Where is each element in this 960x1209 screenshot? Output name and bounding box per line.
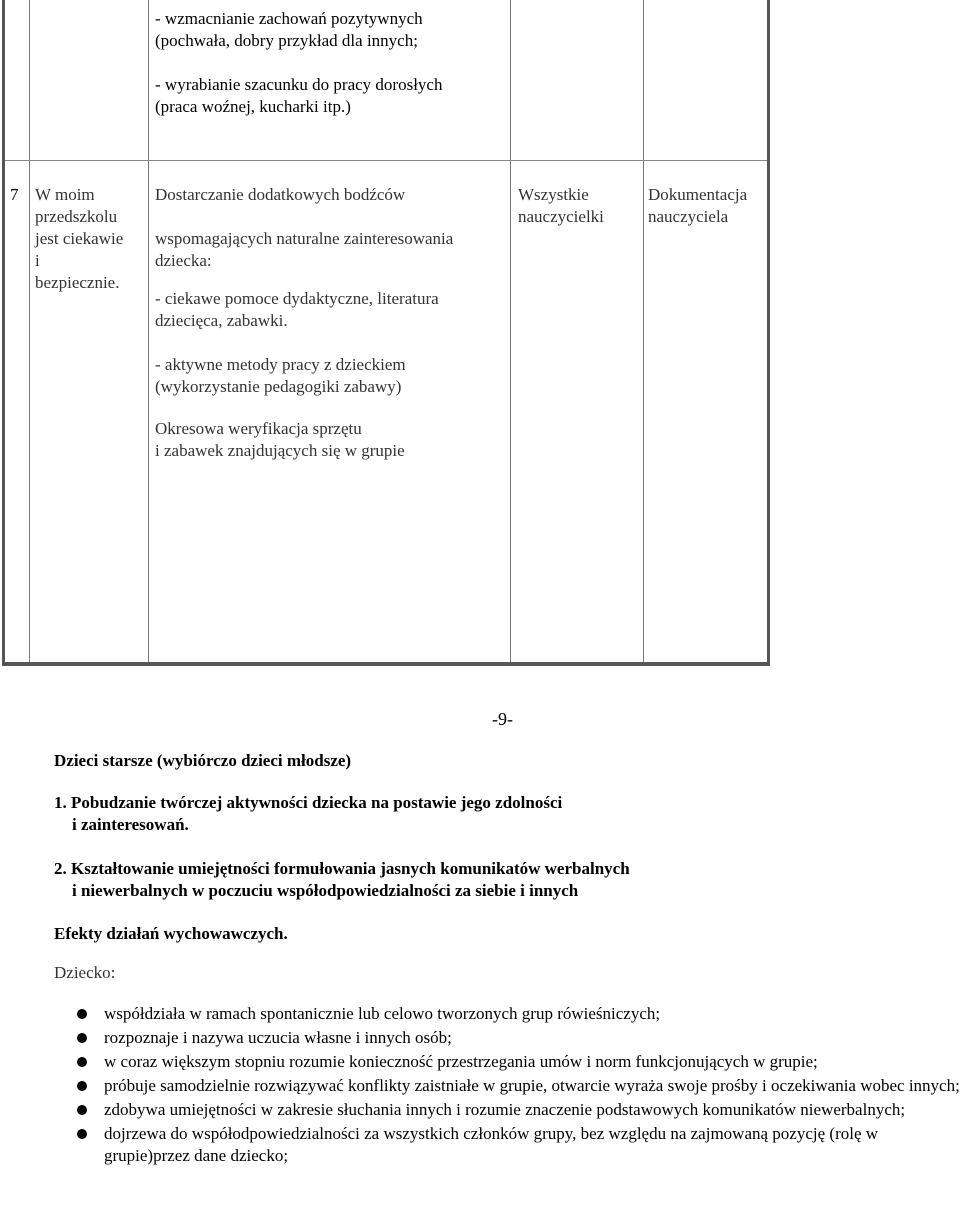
continuation-line: - wyrabianie szacunku do pracy dorosłych [155, 75, 443, 94]
goal-line: bezpiecznie. [35, 273, 120, 292]
continuation-line: (pochwała, dobry przykład dla innych; [155, 31, 418, 50]
continuation-cell [155, 8, 505, 118]
goal-line: 2. Kształtowanie umiejętności formułowania jasnych komunikatów werbalnych [54, 859, 630, 878]
goal-item [54, 792, 562, 836]
task-line: dziecięca, zabawki. [155, 311, 288, 330]
task-line: wspomagających naturalne zainteresowania [155, 229, 454, 248]
task-line: Okresowa weryfikacja sprzętu [155, 419, 362, 438]
goal-line: W moim [35, 185, 95, 204]
continuation-line: (praca woźnej, kucharki itp.) [155, 97, 351, 116]
evaluation-cell [648, 184, 768, 228]
effects-heading: Efekty działań wychowawczych. [54, 924, 288, 943]
goal-line: i [35, 251, 40, 270]
effects-list [54, 1003, 960, 1169]
list-item [54, 1051, 960, 1073]
column-divider [148, 0, 149, 662]
evaluation-line: nauczyciela [648, 207, 729, 226]
bullet-icon [77, 1057, 87, 1067]
list-item [54, 1123, 960, 1167]
task-line: dziecka: [155, 251, 212, 270]
task-line: - ciekawe pomoce dydaktyczne, literatura [155, 289, 439, 308]
task-line: - aktywne metody pracy z dzieckiem [155, 355, 406, 374]
page-number: -9- [492, 709, 513, 729]
effect-text: w coraz większym stopniu rozumie konieczność przestrzegania umów i norm funkcjonujących w grupie; [104, 1052, 818, 1071]
group-heading: Dzieci starsze (wybiórczo dzieci młodsze) [54, 751, 352, 770]
effect-text: współdziała w ramach spontanicznie lub celowo tworzonych grup rówieśniczych; [104, 1004, 661, 1023]
child-label: Dziecko: [54, 963, 116, 982]
goal-line: jest ciekawie [35, 229, 124, 248]
task-line: Dostarczanie dodatkowych bodźców [155, 185, 406, 204]
list-item [54, 1003, 960, 1025]
goal-item [54, 858, 630, 902]
task-line: i zabawek znajdujących się w grupie [155, 441, 405, 460]
row-divider [5, 160, 767, 161]
goal-line: 1. Pobudzanie twórczej aktywności dziecka na postawie jego zdolności [54, 793, 563, 812]
bullet-icon [77, 1081, 87, 1091]
effect-text: zdobywa umiejętności w zakresie słuchania innych i rozumie znaczenie podstawowych komunikatów niewerbalnych; [104, 1100, 906, 1119]
task-cell [155, 184, 507, 462]
responsible-line: nauczycielki [518, 207, 604, 226]
task-line: (wykorzystanie pedagogiki zabawy) [155, 377, 402, 396]
evaluation-line: Dokumentacja [648, 185, 748, 204]
bullet-icon [77, 1009, 87, 1019]
bullet-icon [77, 1033, 87, 1043]
responsible-line: Wszystkie [518, 185, 589, 204]
goal-line: przedszkolu [35, 207, 118, 226]
bullet-icon [77, 1105, 87, 1115]
effect-text: rozpoznaje i nazywa uczucia własne i innych osób; [104, 1028, 452, 1047]
responsible-cell [518, 184, 640, 228]
goal-line: i zainteresowań. [72, 815, 189, 834]
goal-cell [35, 184, 147, 294]
bullet-icon [77, 1129, 87, 1139]
column-divider [29, 0, 30, 662]
column-divider [643, 0, 644, 662]
effect-text: próbuje samodzielnie rozwiązywać konflikty zaistniałe w grupie, otwarcie wyraża swoje prośby i oczekiwania wobec innych; [104, 1076, 960, 1095]
continuation-line: - wzmacnianie zachowań pozytywnych [155, 9, 423, 28]
column-divider [510, 0, 511, 662]
effect-text: dojrzewa do współodpowiedzialności za wszystkich członków grupy, bez względu na zajmowaną pozycję (rolę w grupie)przez dane dziecko; [104, 1124, 879, 1165]
goal-line: i niewerbalnych w poczuciu współodpowiedzialności za siebie i innych [72, 881, 579, 900]
row-number: 7 [10, 185, 19, 204]
plan-table [2, 0, 770, 666]
list-item [54, 1099, 960, 1121]
list-item [54, 1075, 960, 1097]
list-item [54, 1027, 960, 1049]
